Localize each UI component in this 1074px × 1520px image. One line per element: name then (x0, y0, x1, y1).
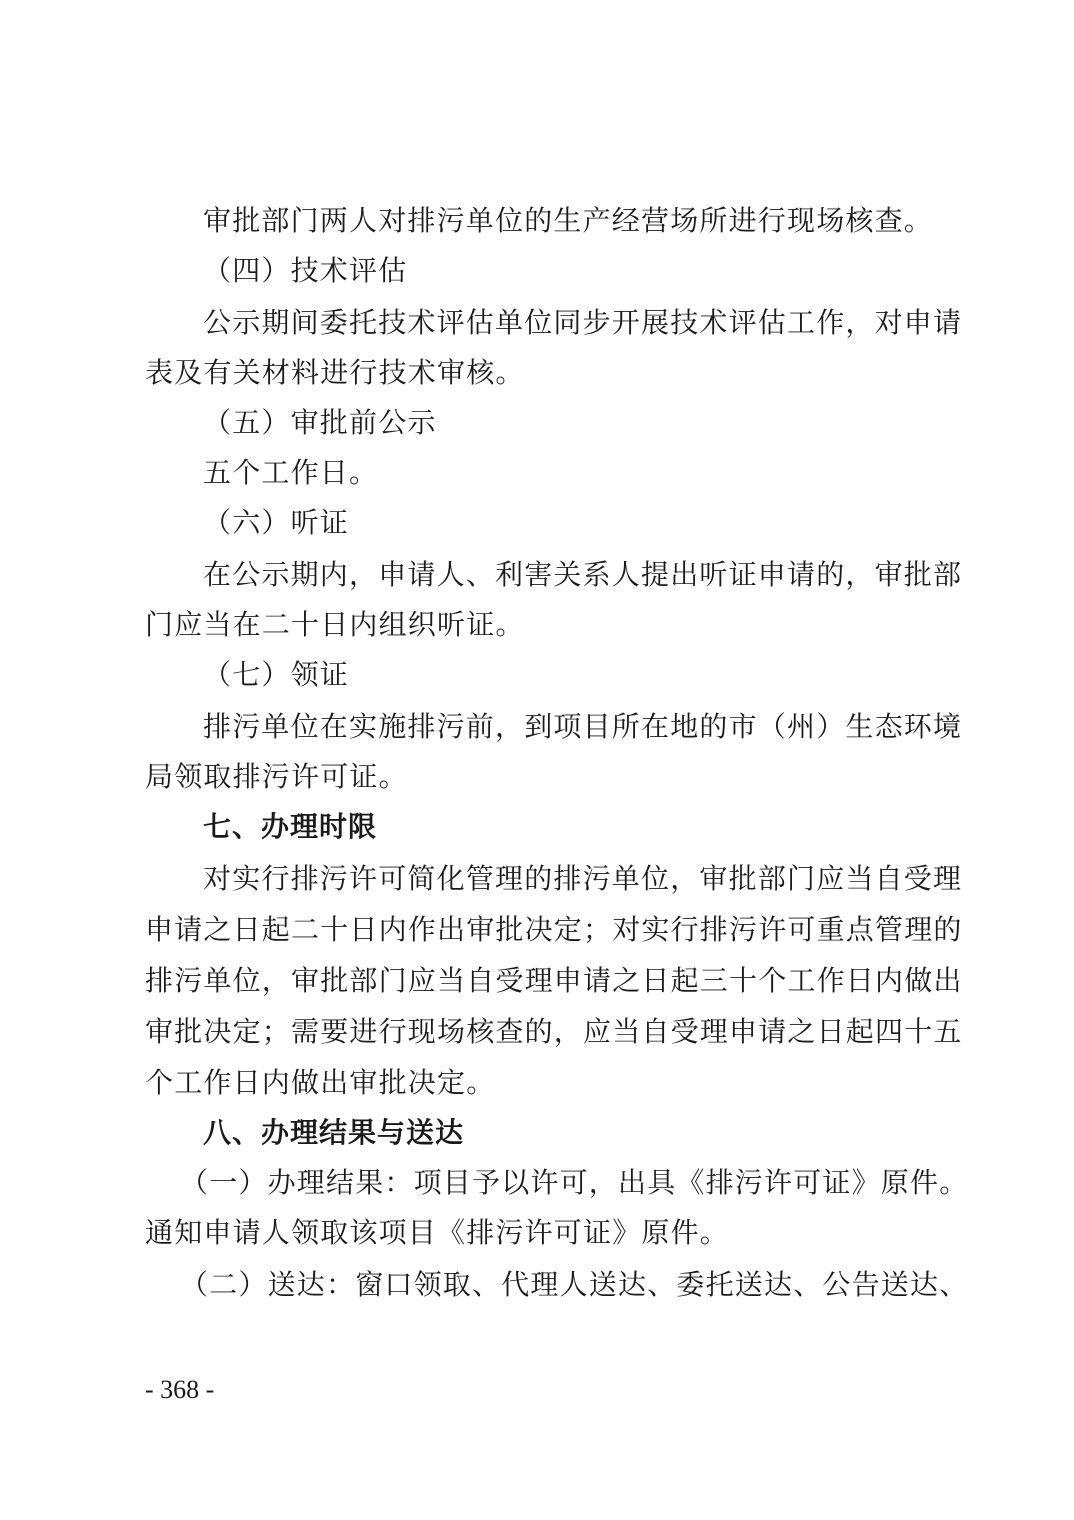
paragraph-line: （一）办理结果：项目予以许可，出具《排污许可证》原件。 (180, 1166, 969, 1199)
paragraph-line: 排污单位在实施排污前，到项目所在地的市（州）生态环境 (203, 710, 963, 743)
paragraph-line: 在公示期内，申请人、利害关系人提出听证申请的，审批部 (203, 558, 963, 591)
paragraph-line: 审批部门两人对排污单位的生产经营场所进行现场核查。 (203, 204, 934, 237)
paragraph-line: 五个工作日。 (203, 456, 379, 489)
paragraph-line: （二）送达：窗口领取、代理人送达、委托送达、公告送达、 (180, 1268, 969, 1301)
paragraph-line: 公示期间委托技术评估单位同步开展技术评估工作，对申请 (203, 306, 963, 339)
section-heading-processing-time: 七、办理时限 (203, 810, 378, 843)
subsection-title-license-collection: （七）领证 (203, 658, 350, 691)
section-heading-result-delivery: 八、办理结果与送达 (203, 1116, 465, 1149)
paragraph-line: 申请之日起二十日内作出审批决定；对实行排污许可重点管理的 (145, 913, 963, 946)
paragraph-line: 对实行排污许可简化管理的排污单位，审批部门应当自受理 (203, 862, 963, 895)
paragraph-line: 局领取排污许可证。 (145, 760, 408, 793)
paragraph-line: 通知申请人领取该项目《排污许可证》原件。 (145, 1216, 730, 1249)
subsection-title-pre-approval-notice: （五）审批前公示 (203, 406, 437, 439)
paragraph-line: 表及有关材料进行技术审核。 (145, 356, 525, 389)
subsection-title-hearing: （六）听证 (203, 506, 350, 539)
page-number: - 368 - (145, 1375, 215, 1404)
paragraph-line: 个工作日内做出审批决定。 (145, 1066, 496, 1099)
paragraph-line: 审批决定；需要进行现场核查的，应当自受理申请之日起四十五 (145, 1015, 963, 1048)
subsection-title-technical-assessment: （四）技术评估 (203, 254, 408, 287)
paragraph-line: 排污单位，审批部门应当自受理申请之日起三十个工作日内做出 (145, 964, 963, 997)
paragraph-line: 门应当在二十日内组织听证。 (145, 608, 525, 641)
